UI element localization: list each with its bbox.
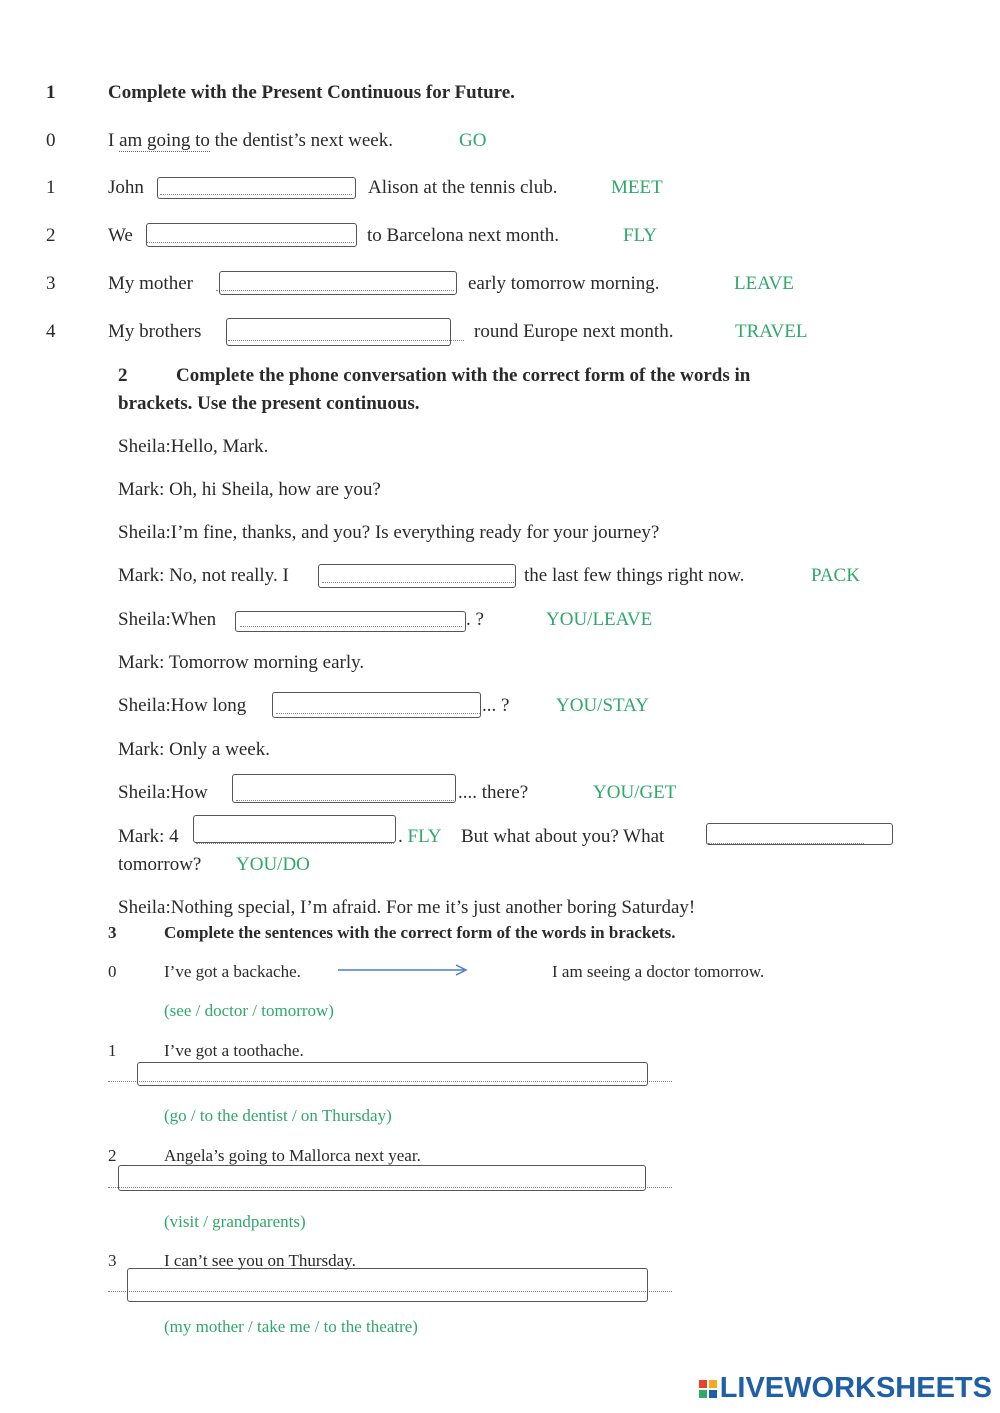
ex2-q1-verb: PACK [811, 565, 860, 586]
ex3-example-prompt: I’ve got a backache. [164, 962, 301, 981]
ex1-item-1-number: 1 [46, 177, 56, 198]
ex2-q1-answer-input[interactable] [318, 564, 516, 588]
ex2-title-line2: brackets. Use the present continuous. [118, 393, 420, 414]
ex2-q5-mid: But what about you? What [461, 826, 665, 847]
logo-square-icon [699, 1390, 707, 1398]
ex1-item-3-answer-input[interactable] [219, 271, 457, 295]
ex2-q5-post-wrap [398, 826, 442, 848]
ex1-item-4-pre: My brothers [108, 321, 202, 342]
logo-grid-icon [699, 1380, 717, 1398]
ex3-example-hint: (see / doctor / tomorrow) [164, 1001, 334, 1020]
ex1-example-post: the dentist’s next week. [214, 130, 393, 151]
ex3-item-2-prompt: Angela’s going to Mallorca next year. [164, 1146, 421, 1165]
ex1-example-sentence [108, 130, 393, 152]
ex1-item-4-post: round Europe next month. [474, 321, 674, 342]
ex2-q2-answer-input[interactable] [235, 611, 466, 632]
ex3-item-2-hint: (visit / grandparents) [164, 1212, 306, 1231]
ex1-item-2-verb: FLY [623, 225, 657, 246]
ex1-item-2-answer-input[interactable] [146, 223, 357, 247]
ex2-q5-pre: Mark: 4 [118, 826, 179, 847]
ex3-item-1-prompt: I’ve got a toothache. [164, 1041, 304, 1060]
ex1-title: Complete with the Present Continuous for Future. [108, 82, 515, 103]
ex1-item-1-pre: John [108, 177, 144, 198]
ex1-item-2-number: 2 [46, 225, 56, 246]
ex3-item-3-number: 3 [108, 1251, 117, 1270]
arrow-right-icon [336, 962, 470, 978]
ex1-item-1-answer-input[interactable] [157, 177, 356, 199]
ex2-q4-verb: YOU/GET [593, 782, 677, 803]
ex3-item-1-hint: (go / to the dentist / on Thursday) [164, 1106, 392, 1125]
ex3-item-2-number: 2 [108, 1146, 117, 1165]
ex1-item-3-pre: My mother [108, 273, 193, 294]
ex2-q4-answer-input[interactable] [232, 774, 456, 803]
ex2-q5b-answer-input[interactable] [706, 823, 893, 845]
ex1-item-2-post: to Barcelona next month. [367, 225, 560, 246]
ex1-item-3-number: 3 [46, 273, 56, 294]
logo-text: LIVEWORKSHEETS [719, 1372, 992, 1404]
ex1-item-4-verb: TRAVEL [735, 321, 808, 342]
ex3-item-3-prompt: I can’t see you on Thursday. [164, 1251, 356, 1270]
liveworksheets-logo [699, 1372, 992, 1405]
logo-square-icon [699, 1380, 707, 1388]
ex2-q4-pre: Sheila:How [118, 782, 208, 803]
ex3-example-answer: I am seeing a doctor tomorrow. [552, 962, 765, 981]
ex3-item-1-answer-input[interactable] [137, 1062, 648, 1086]
ex1-item-3-verb: LEAVE [734, 273, 794, 294]
ex2-q3-pre: Sheila:How long [118, 695, 247, 716]
ex3-title: Complete the sentences with the correct form of the words in brackets. [164, 923, 676, 942]
logo-square-icon [709, 1380, 717, 1388]
ex2-q5-dotline [196, 843, 394, 844]
ex2-title-line1: Complete the phone conversation with the correct form of the words in [176, 365, 751, 386]
ex2-q1-post: the last few things right now. [524, 565, 745, 586]
ex2-q1-pre: Mark: No, not really. I [118, 565, 289, 586]
ex1-item-3-post: early tomorrow morning. [468, 273, 660, 294]
ex1-number: 1 [46, 82, 56, 103]
ex2-line-last: Sheila:Nothing special, I’m afraid. For me it’s just another boring Saturday! [118, 897, 696, 918]
ex2-q5-post-verb: FLY [407, 826, 442, 847]
ex3-item-2-answer-input[interactable] [118, 1165, 646, 1191]
ex2-line-1: Sheila:Hello, Mark. [118, 436, 269, 457]
ex1-item-4-number: 4 [46, 321, 56, 342]
ex1-item-1-verb: MEET [611, 177, 663, 198]
ex2-number: 2 [118, 365, 128, 386]
ex2-line-tomorrow: Mark: Tomorrow morning early. [118, 652, 365, 673]
ex3-item-3-answer-input[interactable] [127, 1268, 648, 1302]
ex2-line-week: Mark: Only a week. [118, 739, 270, 760]
ex2-q2-pre: Sheila:When [118, 609, 217, 630]
ex3-item-1-number: 1 [108, 1041, 117, 1060]
ex2-q2-post: . ? [466, 609, 484, 630]
ex3-item-3-hint: (my mother / take me / to the theatre) [164, 1317, 418, 1336]
ex2-q3-verb: YOU/STAY [556, 695, 649, 716]
ex1-example-verb: GO [459, 130, 487, 151]
logo-square-icon [709, 1390, 717, 1398]
ex1-item-2-pre: We [108, 225, 133, 246]
ex2-q5-post-dot: . [398, 826, 408, 847]
ex3-example-number: 0 [108, 962, 117, 981]
ex2-q4-post: .... there? [458, 782, 529, 803]
ex1-item-1-post: Alison at the tennis club. [368, 177, 558, 198]
ex3-number: 3 [108, 923, 117, 942]
ex2-q5-line2: tomorrow? [118, 854, 202, 875]
ex1-item-4-answer-input[interactable] [226, 318, 451, 346]
ex2-q3-answer-input[interactable] [272, 692, 481, 718]
ex2-q5-answer-input[interactable] [193, 815, 396, 843]
ex2-line-3: Sheila:I’m fine, thanks, and you? Is everything ready for your journey? [118, 522, 660, 543]
ex2-line-2: Mark: Oh, hi Sheila, how are you? [118, 479, 381, 500]
ex2-q2-verb: YOU/LEAVE [546, 609, 653, 630]
ex1-example-answer: am going to [119, 130, 210, 151]
ex1-example-pre: I [108, 130, 115, 151]
ex2-q5-verb: YOU/DO [236, 854, 310, 875]
ex2-q3-post: ... ? [482, 695, 510, 716]
ex1-example-number: 0 [46, 130, 56, 151]
